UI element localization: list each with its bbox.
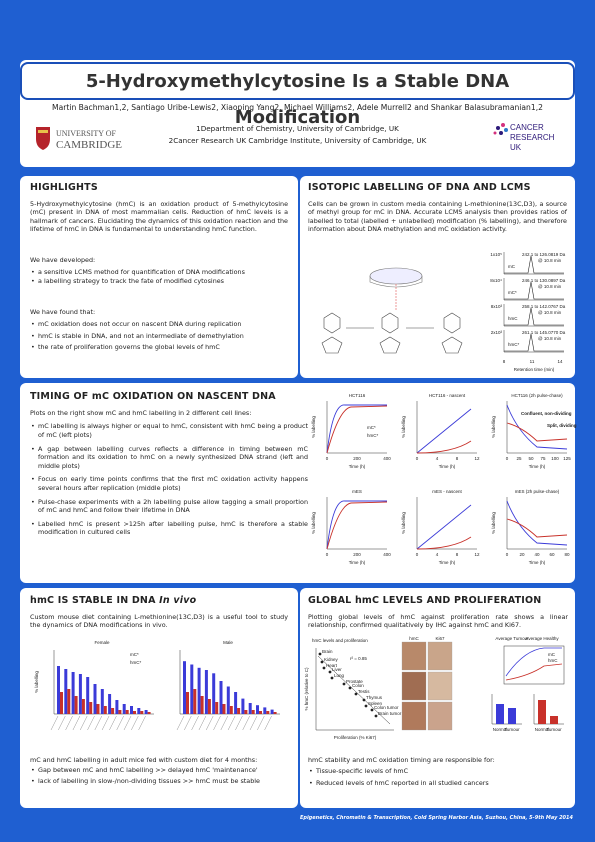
tissue-tick <box>117 716 124 730</box>
trace-ylabel: 1x10⁵ <box>490 252 502 257</box>
global-text: Plotting global levels of hmC against proliferation rate shows a linear relationship, confirmed qualitatively by IHC against hmC and Ki67. <box>308 613 568 630</box>
list-item: • the rate of proliferation governs the global levels of hmC <box>30 343 288 352</box>
bar-hmC <box>89 702 92 714</box>
point-label: Liver <box>332 667 342 672</box>
lcms-traces <box>490 252 565 372</box>
bar-hmC <box>208 699 211 714</box>
trace-xtick: 11 <box>529 359 535 364</box>
legend-mC: mC* <box>367 425 376 430</box>
bar <box>496 704 504 724</box>
plot-xtick: 40 <box>534 552 540 557</box>
tissue-tick <box>243 716 250 730</box>
plot-xtick: 50 <box>528 456 534 461</box>
legend-mC: mC* <box>130 652 139 657</box>
bar-hmC <box>118 710 121 714</box>
logo-left-line2: CAMBRIDGE <box>56 139 123 151</box>
tissue-tick <box>184 716 191 730</box>
tissue-tick <box>95 716 102 730</box>
plot-xtick: 75 <box>540 456 546 461</box>
list-item: • Focus on early time points confirms that the first mC oxidation activity happens several hours after replication (middle plots) <box>30 475 308 492</box>
invivo-charts <box>30 636 290 754</box>
found-list <box>30 320 288 352</box>
bar-mC <box>101 689 104 714</box>
isotopic-figure <box>304 248 572 376</box>
list-item: • Labelled hmC is present >125h after labelling pulse, hmC is therefore a stable modification in cultured cells <box>30 520 308 537</box>
trace-label: mC <box>508 264 515 269</box>
plot-xtick: 60 <box>549 552 555 557</box>
bar-mC <box>57 666 60 714</box>
plot-xtick: 0 <box>505 552 509 557</box>
plot-xtick: 0 <box>505 456 509 461</box>
plot-xtick: 12 <box>474 456 480 461</box>
bar-mC <box>72 672 75 714</box>
point-label: Colon tumor <box>374 705 399 710</box>
bar-mC <box>241 699 244 714</box>
tissue-tick <box>51 716 58 730</box>
bar-hmC <box>252 710 255 714</box>
bar-mC <box>198 668 201 714</box>
ihc-image <box>428 702 452 730</box>
list-item: • Pulse-chase experiments with a 2h labelling pulse allow tagging a small proportion of mC and hmC and follow their lifetime in DNA <box>30 498 308 515</box>
list-item: • mC oxidation does not occur on nascent DNA during replication <box>30 320 288 329</box>
scatter-point <box>323 667 326 670</box>
series-mC <box>327 501 387 549</box>
plot-xlabel: Time (h) <box>438 464 456 469</box>
plot-xtick: 8 <box>455 552 459 557</box>
plot-xtick: 8 <box>455 456 459 461</box>
bar <box>538 700 546 724</box>
bar-ylabel: % labelling <box>34 671 39 693</box>
bar <box>508 708 516 724</box>
tissue-tick <box>221 716 228 730</box>
plot-xtick: 25 <box>516 456 522 461</box>
plot-xlabel: Time (h) <box>438 560 456 565</box>
bar-hmC <box>274 712 277 714</box>
tissue-tick <box>250 716 257 730</box>
trace-label: mC* <box>508 290 517 295</box>
bar-hmC <box>259 711 262 714</box>
plot-xlabel: Time (h) <box>528 464 546 469</box>
bar-mC <box>86 677 89 714</box>
trace-time: @ 10.8 min <box>538 284 562 289</box>
ihc-image <box>428 672 452 700</box>
bar-mC <box>64 669 67 714</box>
bar-hmC <box>67 689 70 714</box>
plot-xtick: 100 <box>551 456 559 461</box>
ihc-label: hmC <box>409 636 419 641</box>
bar-label: Tumour <box>546 727 562 732</box>
trace-time: @ 10.8 min <box>538 310 562 315</box>
point-label: Thymus <box>366 695 383 700</box>
tissue-tick <box>73 716 80 730</box>
bar-mC <box>183 661 186 714</box>
bar-label: Normal <box>492 727 508 732</box>
invivo-title: hmC IS STABLE IN DNA In vivo <box>30 595 197 606</box>
bar-label: Tumour <box>504 727 520 732</box>
global-title: GLOBAL hmC LEVELS AND PROLIFERATION <box>308 595 542 606</box>
timing-plots <box>305 387 577 581</box>
group-label: Male <box>223 640 233 645</box>
trace-ylabel: 2x10³ <box>490 330 502 335</box>
isotopic-text: Cells can be grown in custom media containing L-methionine(13C,D3), a source of methyl group for mC in DNA. Accurate LCMS analysis then provides ratios of labelled to total (labelled + unlabelled) modification (% labelling), and therefore information about DNA methylation and mC oxidation activity. <box>308 200 567 234</box>
list-item: • A gap between labelling curves reflects a difference in timing between mC formation and its oxidation to hmC on a newly synthesized DNA strand (left and middle plots) <box>30 445 308 471</box>
legend-mC: mC <box>548 652 555 657</box>
timing-text <box>30 409 308 537</box>
series-hmC <box>507 519 567 537</box>
bar-hmC <box>244 710 247 714</box>
annotation: Confluent, non-dividing <box>521 411 572 416</box>
point-label: Lung <box>334 673 345 678</box>
scatter-point <box>355 693 358 696</box>
timing-panel <box>20 383 575 583</box>
series-mC <box>507 501 567 545</box>
tissue-tick <box>235 716 242 730</box>
bar-mC <box>123 704 126 714</box>
list-item: • hmC is stable in DNA, and not an intermediate of demethylation <box>30 332 288 341</box>
bar-mC <box>79 674 82 714</box>
list-item: • Tissue-specific levels of hmC <box>308 767 570 776</box>
bar-mC <box>212 673 215 714</box>
bar-mC <box>115 700 118 714</box>
bar-hmC <box>237 708 240 714</box>
logo-right-line2: RESEARCH <box>510 133 555 142</box>
point-label: Heart <box>326 663 338 668</box>
logo-left-line1: UNIVERSITY OF <box>56 129 116 138</box>
tissue-tick <box>228 716 235 730</box>
plot-title: mES - nascent <box>432 489 462 494</box>
bar-hmC <box>82 699 85 714</box>
plot-title: HCT116 <box>348 393 366 398</box>
point-label: Testis <box>358 689 370 694</box>
right-label: Average Tumour <box>495 636 529 641</box>
trace-ylabel: 8x10³ <box>490 304 502 309</box>
nucleoside-structures <box>322 284 462 353</box>
bar-mC <box>130 706 133 714</box>
footer-citation: Epigenetics, Chromatin & Transcription, Cold Spring Harbor Asia, Suzhou, China, 5-9th May 2014 <box>299 815 573 821</box>
plot-title: HCT116 - nascent <box>428 393 466 398</box>
trace-mz: 242.1 to 126.0819 Da <box>522 252 566 257</box>
point-label: Brain <box>322 649 333 654</box>
plot-ylabel: % labelling <box>311 416 316 438</box>
global-panel <box>300 588 575 808</box>
plot-xtick: 0 <box>415 456 419 461</box>
plot-xtick: 200 <box>353 456 361 461</box>
bar-mC <box>108 694 111 714</box>
bar-hmC <box>140 711 143 714</box>
bar-hmC <box>148 712 151 714</box>
plot-xtick: 0 <box>325 456 329 461</box>
invivo-summary-block <box>30 756 292 786</box>
found-heading: We have found that: <box>30 308 96 316</box>
list-item: • lack of labelling in slow-/non-dividing tissues >> hmC must be stable <box>30 777 292 786</box>
ihc-image <box>402 702 426 730</box>
bar-hmC <box>201 696 204 714</box>
isotopic-panel <box>300 176 575 378</box>
bar-label: Normal <box>534 727 550 732</box>
series-mC <box>417 409 471 453</box>
timing-title: TIMING OF mC OXIDATION ON NASCENT DNA <box>30 391 276 402</box>
tissue-tick <box>58 716 65 730</box>
scatter-xlabel: Proliferation (% Ki67) <box>333 735 377 740</box>
trace-ylabel: 8x10⁴ <box>490 278 502 283</box>
list-item: • a labelling strategy to track the fate of modified cytosines <box>30 277 288 286</box>
tissue-tick <box>124 716 131 730</box>
bar-hmC <box>266 711 269 714</box>
bar-hmC <box>186 692 189 714</box>
bar-mC <box>137 708 140 714</box>
bar-mC <box>271 710 274 714</box>
plot-ylabel: % labelling <box>491 416 496 438</box>
legend-hmC: hmC <box>548 658 558 663</box>
series-hmC <box>417 441 471 453</box>
plot-xtick: 400 <box>383 552 391 557</box>
bar-mC <box>249 703 252 714</box>
authors: Martin Bachman1,2, Santiago Uribe-Lewis2, Xiaoping Yang2, Michael Williams2, Adele Murrell2 and Shankar Balasubramanian1,2 <box>52 103 543 112</box>
bar-mC <box>205 670 208 714</box>
trace-label: hmC <box>508 316 518 321</box>
legend-hmC: hmC* <box>130 660 142 665</box>
bar-hmC <box>111 708 114 714</box>
bar-hmC <box>97 704 100 714</box>
point-label: Prostate <box>346 679 363 684</box>
bar-mC <box>145 710 148 714</box>
bar-mC <box>190 665 193 715</box>
trace-mz: 258.1 to 142.0767 Da <box>522 304 566 309</box>
legend-hmC: hmC* <box>367 433 379 438</box>
timing-intro: Plots on the right show mC and hmC labelling in 2 different cell lines: <box>30 409 252 417</box>
ihc-image <box>428 642 452 670</box>
plot-xlabel: Time (h) <box>528 560 546 565</box>
bar-hmC <box>104 706 107 714</box>
developed-heading: We have developed: <box>30 256 96 264</box>
global-summary: hmC stability and mC oxidation timing are responsible for: <box>308 756 495 764</box>
point-label: Kidney <box>324 657 338 662</box>
tissue-tick <box>199 716 206 730</box>
ihc-image <box>402 672 426 700</box>
tissue-tick <box>265 716 272 730</box>
list-item: • Reduced levels of hmC reported in all studied cancers <box>308 779 570 788</box>
bar-mC <box>220 681 223 714</box>
bar <box>550 716 558 724</box>
affiliation-1: 1Department of Chemistry, University of Cambridge, UK <box>196 124 399 133</box>
scatter-point <box>363 699 366 702</box>
tissue-tick <box>80 716 87 730</box>
point-label: Spleen <box>368 701 383 706</box>
bar-hmC <box>223 704 226 714</box>
plot-ylabel: % labelling <box>491 512 496 534</box>
plot-xlabel: Time (h) <box>348 560 366 565</box>
trace-time: @ 10.8 min <box>538 258 562 263</box>
plot-xlabel: Time (h) <box>348 464 366 469</box>
scatter-point <box>365 705 368 708</box>
plot-xtick: 4 <box>435 552 439 557</box>
bar-hmC <box>133 711 136 714</box>
scatter-point <box>343 683 346 686</box>
plot-xtick: 0 <box>325 552 329 557</box>
tissue-tick <box>66 716 73 730</box>
bar-mC <box>94 684 97 714</box>
r-squared: r² = 0.85 <box>350 656 367 661</box>
tissue-tick <box>214 716 221 730</box>
plot-xtick: 20 <box>519 552 525 557</box>
series-mC <box>327 405 387 453</box>
bar-hmC <box>215 702 218 714</box>
tissue-tick <box>177 716 184 730</box>
plot-ylabel: % labelling <box>401 512 406 534</box>
scatter-point <box>319 653 322 656</box>
trace-mz: 246.1 to 130.0897 Da <box>522 278 566 283</box>
highlights-panel <box>20 176 298 378</box>
global-summary-block <box>308 756 570 788</box>
point-label: Colon <box>352 683 364 688</box>
trace-xlabel: Retention time (min) <box>513 367 555 372</box>
plot-xtick: 125 <box>563 456 571 461</box>
scatter-title: hmC levels and proliferation <box>312 638 368 643</box>
point-label: Brain tumor <box>378 711 402 716</box>
scatter-point <box>321 661 324 664</box>
trace-xtick: 8 <box>502 359 506 364</box>
tissue-tick <box>88 716 95 730</box>
plot-xtick: 4 <box>435 456 439 461</box>
scatter-ylabel: % hmC (relative to C) <box>304 667 309 711</box>
plot-xtick: 12 <box>474 552 480 557</box>
bar-mC <box>263 707 266 714</box>
plot-ylabel: % labelling <box>401 416 406 438</box>
plot-title: mES <box>352 489 362 494</box>
ihc-image <box>402 642 426 670</box>
list-item: • Gap between mC and hmC labelling >> delayed hmC 'maintenance' <box>30 766 292 775</box>
isotopic-title: ISOTOPIC LABELLING OF DNA AND LCMS <box>308 182 531 193</box>
plot-ylabel: % labelling <box>311 512 316 534</box>
invivo-panel <box>20 588 298 808</box>
bar-mC <box>227 687 230 715</box>
trace-time: @ 10.8 min <box>538 336 562 341</box>
tissue-tick <box>109 716 116 730</box>
list-item: • mC labelling is always higher or equal to hmC, consistent with hmC being a product of mC (left plots) <box>30 422 308 439</box>
tissue-tick <box>102 716 109 730</box>
highlights-title: HIGHLIGHTS <box>30 182 98 193</box>
scatter-point <box>375 715 378 718</box>
scatter-point <box>329 671 332 674</box>
plot-title: HCT116 (2h pulse-chase) <box>511 393 563 398</box>
annotation: Split, dividing <box>547 423 577 428</box>
scatter-point <box>349 687 352 690</box>
tissue-tick <box>192 716 199 730</box>
bar-hmC <box>193 689 196 714</box>
ihc-label: Ki67 <box>435 636 445 641</box>
bar-hmC <box>75 696 78 714</box>
plot-xtick: 200 <box>353 552 361 557</box>
logo-right-line1: CANCER <box>510 123 544 132</box>
poster-title: 5-Hydroxymethylcytosine Is a Stable DNA Modification <box>85 71 510 128</box>
tissue-tick <box>257 716 264 730</box>
series-hmC <box>417 537 471 549</box>
affiliation-2: 2Cancer Research UK Cambridge Institute, University of Cambridge, UK <box>168 136 427 145</box>
bar-hmC <box>230 706 233 714</box>
scatter-point <box>371 709 374 712</box>
tissue-tick <box>131 716 138 730</box>
plot-title: mES (2h pulse-chase) <box>514 489 560 494</box>
invivo-text: Custom mouse diet containing L-methionine(13C,D3) is a useful tool to study the dynamics of DNA modifications in vivo. <box>30 613 288 630</box>
plot-xtick: 0 <box>415 552 419 557</box>
plot-xtick: 80 <box>564 552 570 557</box>
list-item: • a sensitive LCMS method for quantification of DNA modifications <box>30 268 288 277</box>
bar-hmC <box>60 692 63 714</box>
bar-hmC <box>126 710 129 714</box>
tissue-tick <box>139 716 146 730</box>
culture-dish <box>370 268 422 284</box>
series-hmC <box>506 664 562 680</box>
bar-mC <box>234 692 237 714</box>
trace-xtick: 14 <box>557 359 563 364</box>
plot-xtick: 400 <box>383 456 391 461</box>
group-label: Female <box>94 640 110 645</box>
developed-list <box>30 268 288 285</box>
global-figure <box>304 636 572 754</box>
scatter-point <box>331 677 334 680</box>
highlights-intro: 5-Hydroxymethylcytosine (hmC) is an oxidation product of 5-methylcytosine (mC) present in DNA of most mammalian cells. Reduction of hmC levels is a hallmark of cancers. Elucidating the dynamics of this oxidation reaction and the lifetime of hmC in DNA is fundamental to understanding hmC function. <box>30 200 288 234</box>
bar-mC <box>256 705 259 714</box>
invivo-summary: mC and hmC labelling in adult mice fed with custom diet for 4 months: <box>30 756 258 764</box>
logo-right-line3: UK <box>510 143 522 152</box>
trace-label: hmC* <box>508 342 520 347</box>
tissue-tick <box>206 716 213 730</box>
trace-mz: 261.1 to 145.0770 Da <box>522 330 566 335</box>
right-label: Average Healthy <box>525 636 559 641</box>
series-mC <box>417 505 471 549</box>
